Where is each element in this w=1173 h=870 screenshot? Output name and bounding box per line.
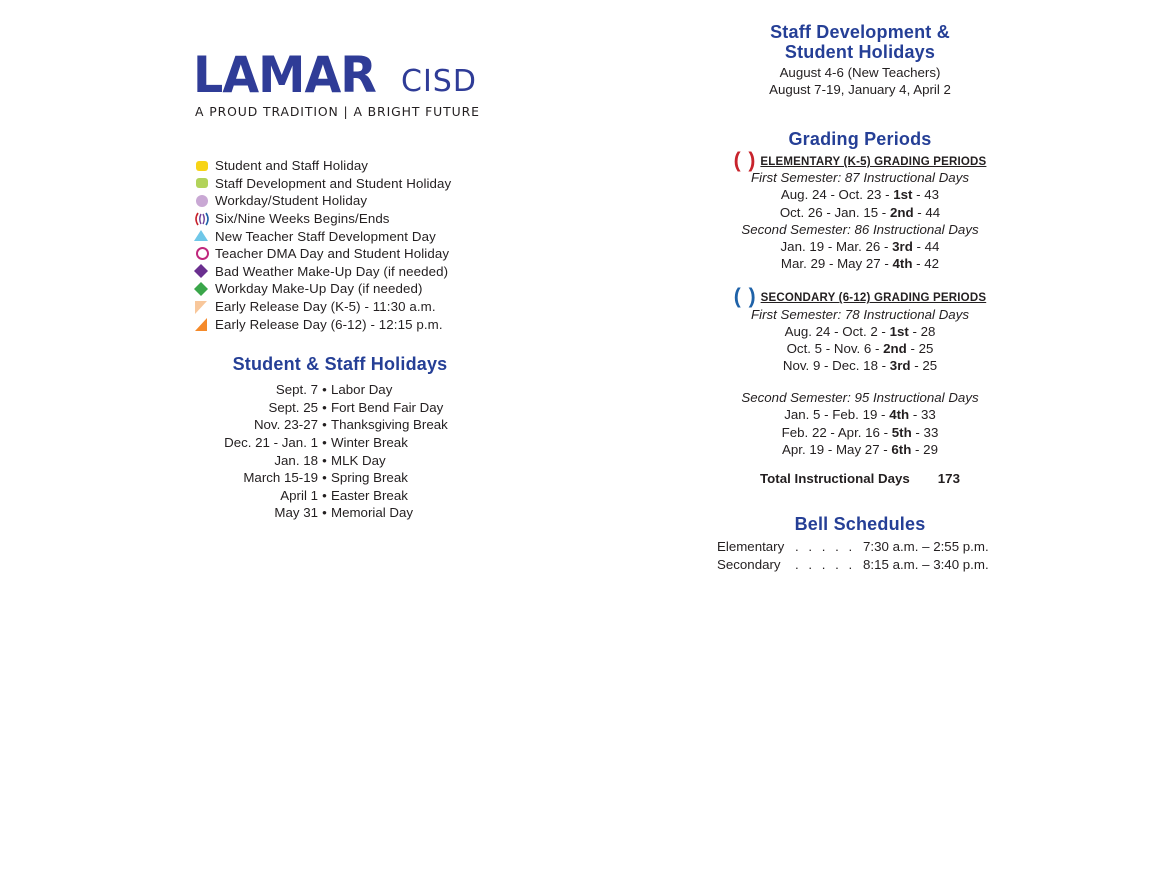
legend-item	[193, 210, 523, 228]
grading-period-row: Apr. 19 - May 27 - 6th - 29	[782, 441, 938, 457]
logo-tagline: A PROUD TRADITION | A BRIGHT FUTURE	[195, 104, 480, 119]
legend-label: Workday Make-Up Day (if needed)	[215, 281, 423, 297]
elementary-header	[690, 149, 1030, 172]
parentheses-icon	[193, 212, 211, 226]
legend-item	[193, 245, 523, 263]
grading-period-row: Aug. 24 - Oct. 23 - 1st - 43	[780, 187, 940, 203]
staff-dev-title-line1: Staff Development &	[770, 22, 950, 42]
holiday-date: May 31	[274, 505, 318, 521]
holiday-name: Fort Bend Fair Day	[331, 399, 444, 415]
peach-triangle-icon	[193, 299, 209, 315]
bell-schedules-list	[717, 538, 1017, 573]
holidays-list	[205, 381, 475, 522]
bell-title: Bell Schedules	[794, 514, 926, 534]
grading-period-row: Nov. 9 - Dec. 18 - 3rd - 25	[782, 358, 938, 374]
legend-label: Staff Development and Student Holiday	[215, 175, 452, 191]
secondary-first-semester: First Semester: 78 Instructional Days	[751, 306, 969, 322]
elementary-first-semester: First Semester: 87 Instructional Days	[751, 170, 969, 186]
grading-period-row: Oct. 5 - Nov. 6 - 2nd - 25	[786, 340, 934, 356]
holiday-row	[205, 487, 475, 505]
holiday-date: April 1	[280, 487, 318, 503]
bullet: •	[322, 399, 327, 415]
holiday-date: March 15-19	[243, 470, 318, 486]
legend-item	[193, 298, 523, 316]
red-parentheses-icon: ( )	[733, 149, 757, 172]
total-label: Total Instructional Days	[760, 471, 910, 486]
holidays-section	[205, 354, 475, 522]
holiday-name: MLK Day	[331, 452, 386, 468]
magenta-ring-icon	[196, 247, 209, 260]
secondary-second-semester: Second Semester: 95 Instructional Days	[741, 390, 979, 406]
holiday-name: Thanksgiving Break	[331, 417, 448, 433]
holiday-date: Sept. 25	[268, 399, 318, 415]
bell-row	[717, 538, 1017, 556]
bullet: •	[322, 452, 327, 468]
holiday-row	[205, 381, 475, 399]
bell-row	[717, 556, 1017, 574]
total-instructional-days	[690, 470, 1030, 487]
bell-time: 7:30 a.m. – 2:55 p.m.	[863, 539, 989, 555]
legend-label: Six/Nine Weeks Begins/Ends	[215, 211, 390, 227]
legend-label: Early Release Day (6-12) - 12:15 p.m.	[215, 316, 443, 332]
bell-name: Secondary	[717, 556, 781, 572]
holiday-name: Labor Day	[331, 382, 393, 398]
legend-item	[193, 175, 523, 193]
legend-label: Student and Staff Holiday	[215, 158, 369, 174]
green-square-icon	[196, 178, 208, 188]
bell-schedules-heading	[690, 514, 1030, 535]
grading-period-row: Jan. 19 - Mar. 26 - 3rd - 44	[780, 238, 940, 254]
bell-time: 8:15 a.m. – 3:40 p.m.	[863, 556, 989, 572]
legend-item	[193, 280, 523, 298]
grading-period-row: Feb. 22 - Apr. 16 - 5th - 33	[781, 424, 939, 440]
blue-parentheses-icon: ( )	[733, 285, 757, 309]
bullet: •	[322, 417, 327, 433]
legend-item	[193, 157, 523, 175]
bullet: •	[322, 435, 327, 451]
holiday-row	[205, 469, 475, 487]
holiday-name: Spring Break	[331, 470, 408, 486]
logo-wordmark: LAMAR	[193, 46, 376, 104]
staff-dev-title-line2: Student Holidays	[784, 42, 936, 62]
holiday-name: Easter Break	[331, 487, 408, 503]
holiday-date: Jan. 18	[274, 452, 318, 468]
orange-triangle-icon	[193, 316, 209, 332]
lavender-circle-icon	[196, 195, 208, 207]
grading-period-row: Mar. 29 - May 27 - 4th - 42	[780, 256, 940, 272]
staff-development-section	[690, 22, 1030, 98]
grading-title: Grading Periods	[788, 129, 932, 149]
legend-item	[193, 263, 523, 281]
holiday-row	[205, 399, 475, 417]
bullet: •	[322, 470, 327, 486]
calendar-legend	[193, 157, 523, 333]
legend-item	[193, 227, 523, 245]
holiday-row	[205, 434, 475, 452]
purple-diamond-icon	[193, 263, 209, 279]
district-logo	[193, 48, 493, 128]
legend-label: Workday/Student Holiday	[215, 193, 368, 209]
elementary-title: ELEMENTARY (K-5) GRADING PERIODS	[760, 156, 987, 168]
legend-label: Bad Weather Make-Up Day (if needed)	[215, 263, 449, 279]
grading-periods-section	[690, 129, 1030, 487]
holiday-date: Sept. 7	[275, 382, 318, 398]
yellow-square-icon	[196, 161, 208, 171]
light-blue-triangle-icon	[193, 229, 209, 243]
total-value: 173	[937, 471, 960, 486]
holidays-title: Student & Staff Holidays	[232, 354, 448, 374]
grading-period-row: Jan. 5 - Feb. 19 - 4th - 33	[784, 407, 936, 423]
bullet: •	[322, 505, 327, 521]
holiday-date: Nov. 23-27	[253, 417, 318, 433]
legend-label: Early Release Day (K-5) - 11:30 a.m.	[215, 299, 436, 315]
green-diamond-icon	[193, 281, 209, 297]
legend-label: New Teacher Staff Development Day	[215, 228, 436, 244]
legend-item	[193, 192, 523, 210]
staff-dev-line: August 4-6 (New Teachers)	[779, 65, 941, 80]
holiday-row	[205, 416, 475, 434]
legend-label: Teacher DMA Day and Student Holiday	[215, 246, 450, 262]
secondary-header	[690, 285, 1030, 309]
bullet: •	[322, 382, 327, 398]
holiday-row	[205, 451, 475, 469]
legend-item	[193, 315, 523, 333]
holiday-name: Memorial Day	[331, 505, 414, 521]
leader-dots: . . . . .	[795, 539, 856, 555]
grading-period-row: Oct. 26 - Jan. 15 - 2nd - 44	[779, 204, 941, 220]
bell-name: Elementary	[717, 539, 785, 555]
logo-suffix: CISD	[401, 64, 477, 99]
staff-dev-line: August 7-19, January 4, April 2	[769, 82, 951, 98]
holiday-name: Winter Break	[331, 435, 408, 451]
elementary-second-semester: Second Semester: 86 Instructional Days	[741, 221, 979, 237]
bullet: •	[322, 487, 327, 503]
secondary-title: SECONDARY (6-12) GRADING PERIODS	[760, 292, 987, 305]
leader-dots: . . . . .	[795, 556, 856, 572]
holiday-row	[205, 504, 475, 522]
grading-period-row: Aug. 24 - Oct. 2 - 1st - 28	[784, 323, 936, 339]
holiday-date: Dec. 21 - Jan. 1	[224, 435, 318, 451]
